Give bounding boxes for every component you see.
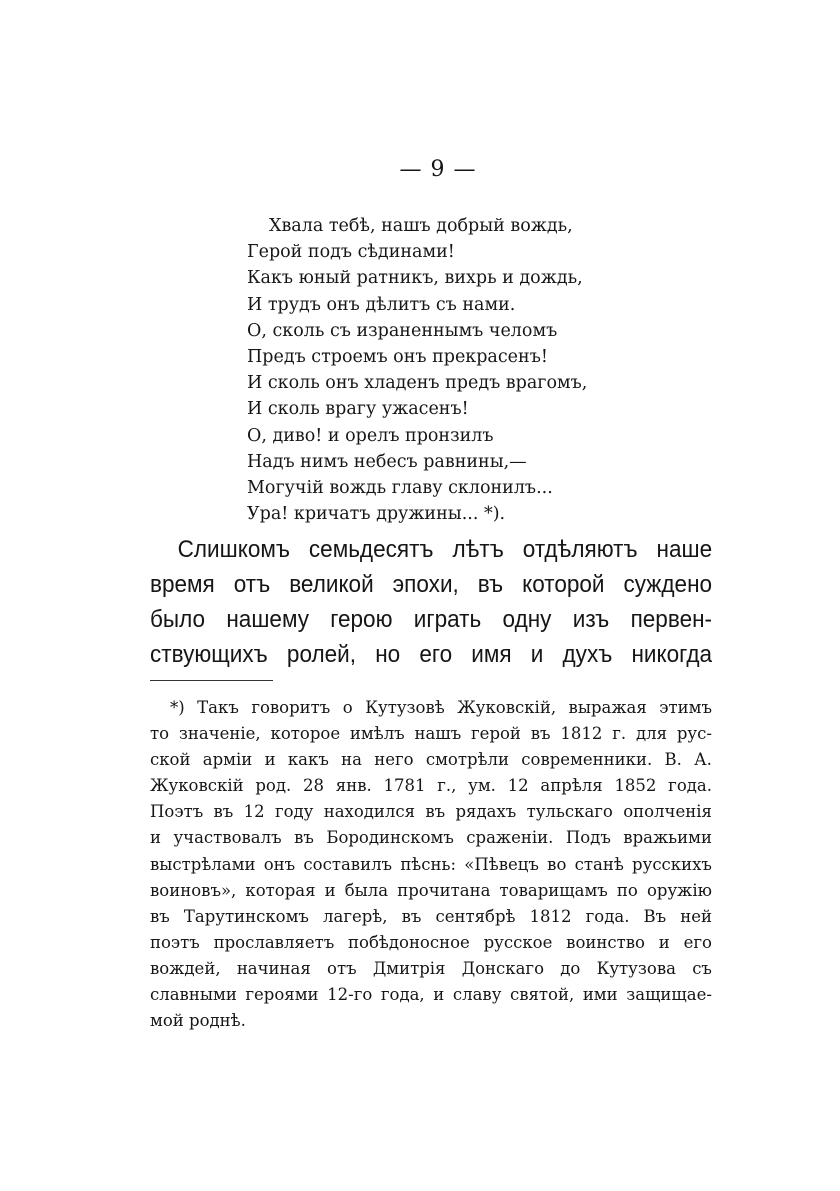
word: Кутузовѣ — [365, 698, 445, 717]
word: его — [683, 932, 712, 952]
word: 1781 — [383, 776, 426, 796]
word: въ — [401, 906, 422, 926]
word: имя — [471, 641, 512, 668]
word: онъ — [263, 854, 296, 874]
word: г., — [437, 776, 457, 796]
word: апрѣля — [540, 776, 603, 796]
footnote-divider — [150, 680, 273, 681]
word: и — [264, 750, 276, 770]
word: славными — [150, 985, 237, 1005]
word: по — [616, 880, 638, 900]
word: великой — [289, 571, 374, 598]
word: род. — [255, 776, 292, 796]
word: Жуковскій, — [457, 698, 557, 717]
word: рус- — [676, 724, 712, 744]
page-number: — 9 — — [399, 157, 477, 182]
word: Донскаго — [461, 958, 545, 978]
word: ими — [582, 985, 618, 1005]
word: выражая — [568, 698, 647, 717]
poem-line: Могучій вождь главу склонилъ... — [247, 478, 553, 499]
word: въ — [530, 724, 551, 744]
footnote-line — [150, 747, 712, 773]
word: начиная — [236, 958, 311, 978]
word: одну — [502, 606, 552, 633]
word: 28 — [303, 776, 325, 796]
poem-line: О, сколь съ израненнымъ челомъ — [247, 320, 558, 341]
word: героями — [245, 985, 319, 1005]
word: отъ — [233, 571, 271, 598]
poem-line: И трудъ онъ дѣлитъ съ нами. — [247, 294, 516, 315]
word: *) — [170, 698, 185, 717]
footnote-line: мой роднѣ. — [150, 1011, 246, 1031]
word: вождей, — [150, 958, 221, 978]
main-text-line — [150, 637, 712, 672]
word: и — [150, 828, 161, 848]
footnote-line — [150, 852, 712, 878]
word: рядахъ — [455, 802, 517, 822]
word: находился — [323, 802, 416, 822]
word: нашъ — [414, 724, 462, 744]
word: 12-го — [327, 985, 373, 1005]
word: составилъ — [303, 854, 393, 874]
word: г. — [612, 724, 627, 744]
word: 1852 — [614, 776, 657, 796]
word: прославляетъ — [213, 932, 335, 952]
word: поэтъ — [150, 932, 200, 952]
poem-line: Какъ юный ратникъ, вихрь и дождь, — [247, 268, 583, 289]
word: А. — [694, 750, 712, 770]
word: пѣснь: — [400, 854, 457, 874]
word: арміи — [202, 750, 253, 770]
footnote-line — [150, 721, 712, 747]
word: духъ — [562, 641, 613, 668]
word: отъ — [327, 958, 357, 978]
main-paragraph — [150, 532, 712, 672]
footnote-line — [150, 825, 712, 851]
word: герой — [471, 724, 521, 744]
word: суждено — [623, 571, 713, 598]
word: и — [433, 985, 445, 1005]
word: во — [547, 854, 567, 874]
word: имѣлъ — [349, 724, 405, 744]
word: него — [374, 750, 414, 770]
word: съ — [692, 958, 712, 978]
word: ополченія — [623, 802, 712, 822]
word: русскихъ — [632, 854, 712, 874]
poem-line: Ура! кричатъ дружины... *). — [247, 504, 506, 525]
word: ней — [680, 906, 712, 926]
word: Въ — [643, 906, 667, 926]
word: Дмитрія — [372, 958, 446, 978]
word: для — [635, 724, 667, 744]
word: русское — [483, 932, 553, 952]
word: года. — [585, 906, 630, 926]
word: отдѣляютъ — [522, 536, 638, 563]
poem-line: И сколь онъ хладенъ предъ врагомъ, — [247, 373, 588, 394]
word: смотрѣли — [425, 750, 509, 770]
word: защищае- — [626, 985, 712, 1005]
word: Бородинскомъ — [326, 828, 454, 848]
word: Подъ — [565, 828, 611, 848]
poem-line: Надъ нимъ небесъ равнины,— — [247, 451, 527, 472]
word: Жуковскій — [150, 776, 244, 796]
word: ролей, — [286, 641, 357, 668]
word: 12 — [243, 802, 265, 822]
word: и — [658, 932, 670, 952]
word: и — [324, 880, 336, 900]
word: сраженіи. — [466, 828, 554, 848]
main-text-line — [150, 567, 712, 602]
word: на — [341, 750, 362, 770]
word: играть — [413, 606, 482, 633]
word: Такъ — [197, 698, 239, 717]
word: время — [150, 571, 215, 598]
word: вражьими — [623, 828, 712, 848]
footnote-line — [150, 878, 712, 904]
word: которое — [270, 724, 341, 744]
word: то — [150, 724, 170, 744]
word: 1812 — [560, 724, 603, 744]
word: въ — [294, 828, 314, 848]
word: года, — [380, 985, 425, 1005]
footnote-line — [150, 956, 712, 982]
word: современники. — [521, 750, 653, 770]
word: семьдесятъ — [308, 536, 434, 563]
word: говоритъ — [251, 698, 331, 717]
word: участвовалъ — [173, 828, 282, 848]
word: Поэтъ — [150, 802, 204, 822]
footnote-line — [150, 695, 712, 721]
word: изъ — [572, 606, 610, 633]
word: значеніе, — [178, 724, 261, 744]
word: выстрѣлами — [150, 854, 256, 874]
poem-line: Предъ строемъ онъ прекрасенъ! — [247, 347, 548, 368]
word: въ — [477, 571, 504, 598]
word: Кутузова — [596, 958, 676, 978]
footnote-line — [150, 773, 712, 799]
main-text-line — [150, 602, 712, 637]
word: нашему — [226, 606, 309, 633]
word: ствующихъ — [150, 641, 268, 668]
word: святой, — [509, 985, 575, 1005]
word: прочитана — [397, 880, 491, 900]
word: Тарутинскомъ — [183, 906, 309, 926]
word: была — [344, 880, 389, 900]
word: воиновъ», — [150, 880, 237, 900]
word: лѣтъ — [452, 536, 504, 563]
word: до — [560, 958, 581, 978]
word: воинство — [566, 932, 645, 952]
poem-line: Герой подъ сѣдинами! — [247, 242, 455, 263]
word: первен- — [630, 606, 713, 633]
word: въ — [213, 802, 234, 822]
word: ум. — [468, 776, 496, 796]
word: «Пѣвецъ — [464, 854, 539, 874]
poem-line: И сколь врагу ужасенъ! — [247, 399, 469, 420]
word: 12 — [507, 776, 529, 796]
word: въ — [150, 906, 170, 926]
word: году — [274, 802, 314, 822]
word: года. — [668, 776, 712, 796]
word: и — [530, 641, 544, 668]
word: Слишкомъ — [177, 536, 290, 563]
word: этимъ — [659, 698, 712, 717]
poem — [247, 213, 627, 527]
poem-line: Хвала тебѣ, нашъ добрый вождь, — [269, 216, 573, 236]
word: станѣ — [574, 854, 624, 874]
word: побѣдоносное — [348, 932, 470, 952]
word: наше — [656, 536, 713, 563]
word: которая — [245, 880, 316, 900]
word: ской — [150, 750, 191, 770]
word: было — [150, 606, 206, 633]
word: герою — [330, 606, 393, 633]
word: но — [375, 641, 401, 668]
main-text-line — [150, 532, 712, 567]
footnote — [150, 695, 712, 1034]
word: его — [419, 641, 453, 668]
word: эпохи, — [392, 571, 459, 598]
footnote-line — [150, 982, 712, 1008]
word: янв. — [335, 776, 372, 796]
word: оружію — [646, 880, 712, 900]
footnote-line — [150, 799, 712, 825]
footnote-line — [150, 930, 712, 956]
word: В. — [664, 750, 682, 770]
word: славу — [452, 985, 502, 1005]
word: лагерѣ, — [323, 906, 388, 926]
word: сентябрѣ — [435, 906, 516, 926]
word: которой — [522, 571, 605, 598]
word: товарищамъ — [499, 880, 608, 900]
word: никогда — [631, 641, 713, 668]
word: какъ — [287, 750, 329, 770]
word: тульскаго — [526, 802, 613, 822]
word: въ — [425, 802, 446, 822]
word: о — [342, 698, 353, 717]
word: 1812 — [529, 906, 572, 926]
poem-line: О, диво! и орелъ пронзилъ — [247, 425, 494, 446]
footnote-line — [150, 904, 712, 930]
